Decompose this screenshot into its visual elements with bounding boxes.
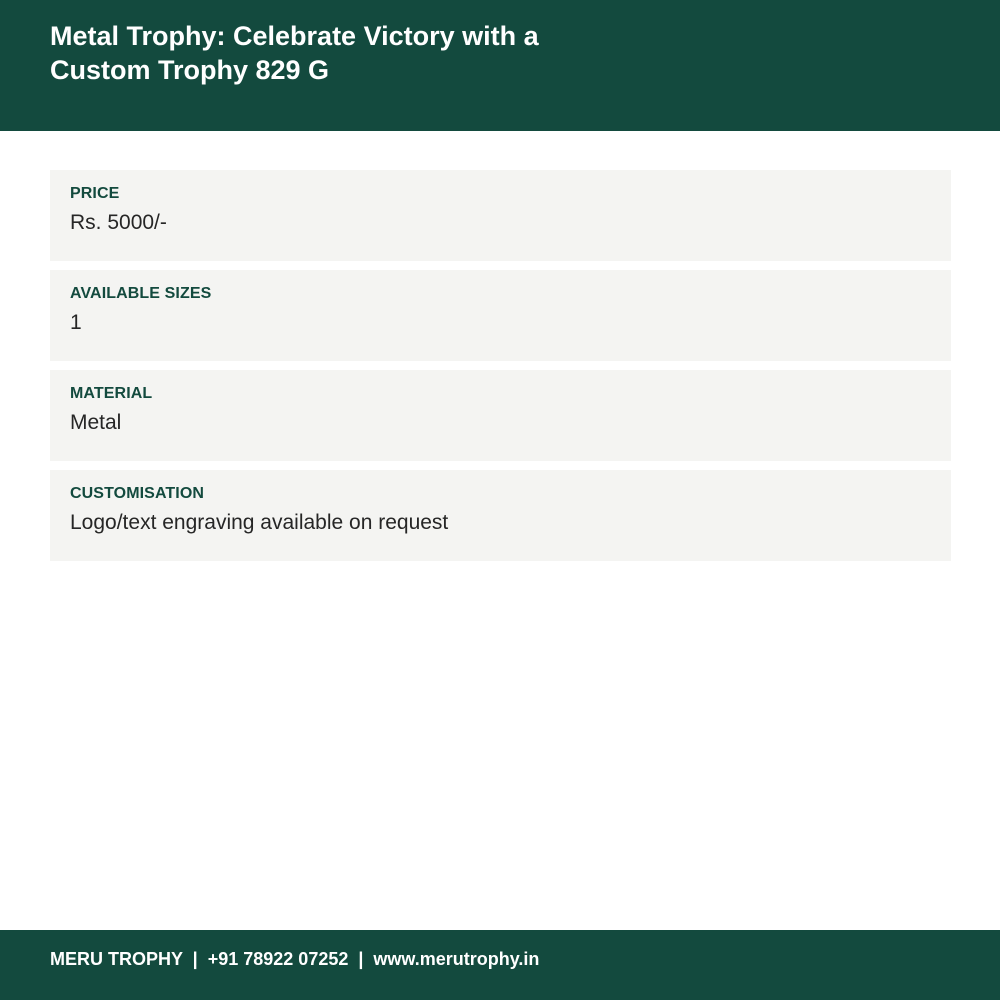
spec-value-price: Rs. 5000/- bbox=[70, 211, 167, 234]
spec-card-customisation bbox=[50, 470, 951, 561]
spec-label-material: MATERIAL bbox=[70, 385, 153, 402]
spec-value-available-sizes: 1 bbox=[70, 311, 82, 334]
page-title: Metal Trophy: Celebrate Victory with a Custom Trophy 829 G bbox=[50, 21, 539, 85]
footer-contact-text: MERU TROPHY | +91 78922 07252 | www.merutrophy.in bbox=[50, 949, 540, 969]
page-header bbox=[0, 0, 1000, 131]
spec-label-customisation: CUSTOMISATION bbox=[70, 485, 205, 502]
spec-label-available-sizes: AVAILABLE SIZES bbox=[70, 285, 212, 302]
page-footer bbox=[0, 930, 1000, 1000]
spec-card-price bbox=[50, 170, 951, 261]
spec-list bbox=[50, 170, 951, 570]
spec-value-material: Metal bbox=[70, 411, 122, 434]
spec-value-customisation: Logo/text engraving available on request bbox=[70, 511, 449, 534]
spec-card-available-sizes bbox=[50, 270, 951, 361]
spec-card-material bbox=[50, 370, 951, 461]
spec-label-price: PRICE bbox=[70, 185, 120, 202]
